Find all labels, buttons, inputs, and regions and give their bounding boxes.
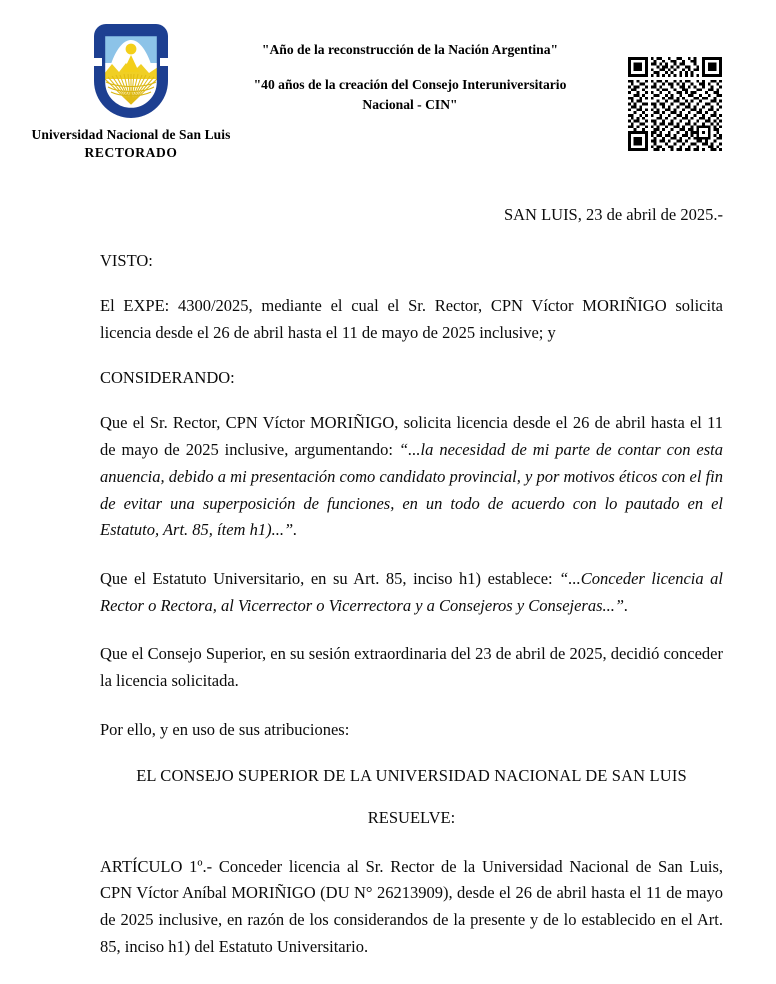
institution-name-line1: Universidad Nacional de San Luis: [31, 127, 231, 142]
dateline: SAN LUIS, 23 de abril de 2025.-: [503, 205, 723, 224]
organ-heading: EL CONSEJO SUPERIOR DE LA UNIVERSIDAD NACIONAL DE SAN LUIS: [136, 765, 687, 785]
considerando-2-lead: Que el Estatuto Universitario, en su Art. 85, inciso h1) establece:: [100, 569, 560, 589]
articulo-1-paragraph: ARTÍCULO 1º.- Conceder licencia al Sr. Rector de la Universidad Nacional de San Luis, CPN Víctor Aníbal MORIÑIGO (DU N° 26213909), desde el 26 de abril hasta el 11 de mayo de 2025 inclusive, en razón de los considerandos de la presente y de lo establecido en el Art. 85, inciso h1) del Estatuto Universitario.: [100, 856, 723, 956]
considerando-label: CONSIDERANDO:: [100, 368, 235, 388]
considerando-paragraph-1: [100, 410, 723, 544]
considerando-paragraph-3: Que el Consejo Superior, en su sesión extraordinaria del 23 de abril de 2025, decidió conceder la licencia solicitada.: [100, 644, 723, 691]
qr-code-icon: [619, 57, 731, 151]
unsl-shield-logo-icon: [92, 22, 170, 118]
considerando-1-quote: “...la necesidad de mi parte de contar con esta anuencia, debido a mi presentación como candidato provincial, y por motivos éticos con el fin de evitar una superposición de funciones, en un todo de acuerdo con lo pautado en el Estatuto, Art. 85, ítem h1)...”.: [100, 440, 724, 540]
considerando-1-lead: Que el Sr. Rector, CPN Víctor MORIÑIGO, solicita licencia desde el 26 de abril hasta el 11 de mayo de 2025 inclusive, argumentando:: [100, 413, 723, 460]
considerando-2-quote: “...Conceder licencia al Rector o Rectora, al Vicerrector o Vicerrectora y a Consejeros y Consejeras...”.: [100, 569, 723, 615]
motto-line-2: "40 años de la creación del Consejo Interuniversitario Nacional - CIN": [253, 77, 567, 112]
por-ello-paragraph: Por ello, y en uso de sus atribuciones:: [100, 719, 350, 739]
considerando-paragraph-2: [100, 566, 723, 619]
document-header: [0, 0, 776, 190]
visto-label: VISTO:: [100, 251, 153, 270]
resuelve-label: RESUELVE:: [367, 807, 456, 827]
institution-name-line2: RECTORADO: [84, 145, 178, 161]
institution-name: [8, 126, 254, 162]
institution-logo-block: [8, 22, 254, 162]
header-mottos: [250, 40, 570, 114]
visto-paragraph: El EXPE: 4300/2025, mediante el cual el Sr. Rector, CPN Víctor MORIÑIGO solicita licencia desde el 26 de abril hasta el 11 de mayo de 2025 inclusive; y: [100, 296, 723, 342]
motto-line-1: "Año de la reconstrucción de la Nación Argentina": [261, 42, 559, 57]
document-body: [100, 205, 723, 961]
